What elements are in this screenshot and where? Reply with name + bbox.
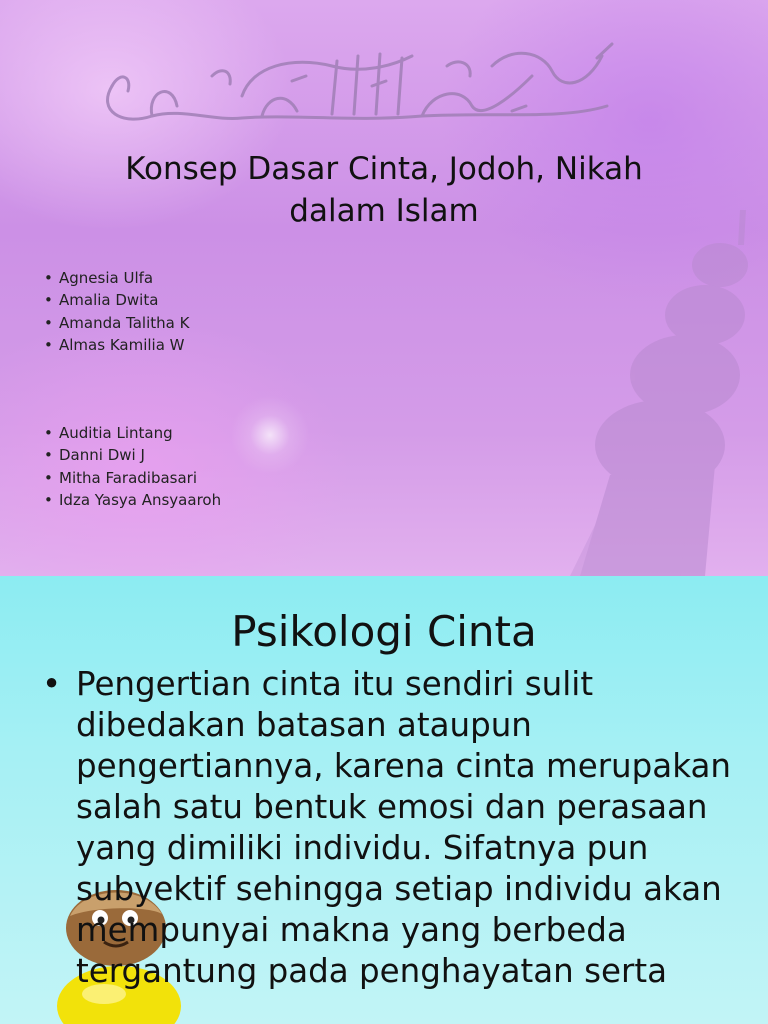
minaret-silhouette xyxy=(540,205,768,576)
list-item: • Auditia Lintang xyxy=(44,422,221,444)
list-item: • Pengertian cinta itu sendiri sulit dibedakan batasan ataupun pengertiannya, karena cinta merupakan salah satu bentuk emosi dan perasaan yang dimiliki individu. Sifatnya pun subyektif sehingga setiap individu akan mempunyai makna yang berbeda tergantung pada penghayatan serta xyxy=(42,664,742,992)
light-orb xyxy=(230,395,310,475)
bismillah-calligraphy-icon xyxy=(92,36,632,136)
slide-2-bullets xyxy=(42,664,742,992)
list-item: • Amanda Talitha K xyxy=(44,312,189,334)
list-item: • Danni Dwi J xyxy=(44,444,221,466)
slide-1-title xyxy=(0,148,768,232)
list-item: • Amalia Dwita xyxy=(44,289,189,311)
list-item: • Agnesia Ulfa xyxy=(44,267,189,289)
list-item: • Almas Kamilia W xyxy=(44,334,189,356)
slide-2-title: Psikologi Cinta xyxy=(231,607,537,656)
member-list-2 xyxy=(44,422,221,511)
slide-2 xyxy=(0,576,768,1024)
member-list-1 xyxy=(44,267,189,356)
title-line-2: dalam Islam xyxy=(289,193,479,229)
title-line-1: Konsep Dasar Cinta, Jodoh, Nikah xyxy=(125,151,643,187)
list-item: • Mitha Faradibasari xyxy=(44,467,221,489)
list-item: • Idza Yasya Ansyaaroh xyxy=(44,489,221,511)
